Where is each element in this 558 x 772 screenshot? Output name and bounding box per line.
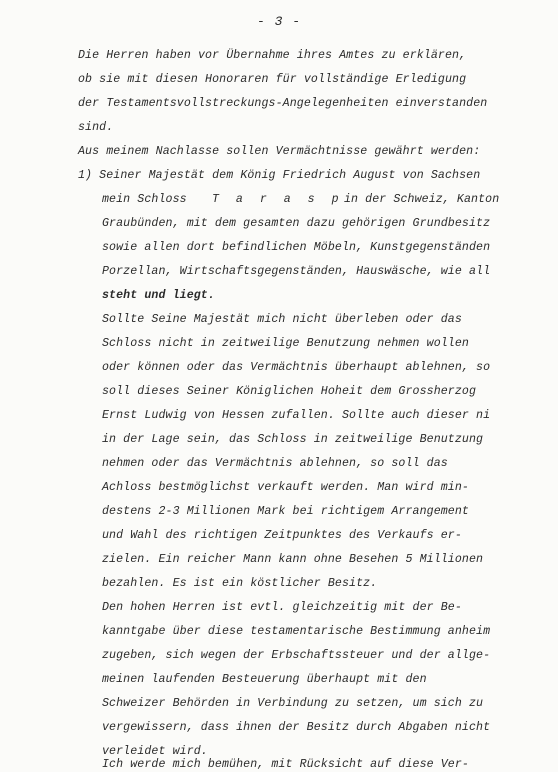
text-line: steht und liegt. bbox=[102, 289, 215, 302]
text-line: oder können oder das Vermächtnis überhaupt ablehnen, so bbox=[102, 361, 491, 374]
text-line: in der Lage sein, das Schloss in zeitweilige Benutzung bbox=[102, 433, 484, 446]
text-line: Ich werde mich bemühen, mit Rücksicht auf diese Ver- bbox=[102, 758, 469, 771]
text-line: Porzellan, Wirtschaftsgegenständen, Hauswäsche, wie all bbox=[102, 265, 491, 278]
text-line: Ernst Ludwig von Hessen zufallen. Sollte auch dieser ni bbox=[102, 409, 491, 422]
text-line: soll dieses Seiner Königlichen Hoheit dem Grossherzog bbox=[102, 385, 477, 398]
text-line: 1) Seiner Majestät dem König Friedrich August von Sachsen bbox=[78, 169, 481, 182]
text-line: Sollte Seine Majestät mich nicht überleben oder das bbox=[102, 313, 462, 326]
text-line: zugeben, sich wegen der Erbschaftssteuer und der allge- bbox=[102, 649, 491, 662]
text-line: der Testamentsvollstreckungs-Angelegenheiten einverstanden bbox=[78, 97, 488, 110]
text-line: Schweizer Behörden in Verbindung zu setzen, um sich zu bbox=[102, 697, 484, 710]
text-line: meinen laufenden Besteuerung überhaupt mit den bbox=[102, 673, 427, 686]
text-line: sind. bbox=[78, 121, 114, 134]
text-line: nehmen oder das Vermächtnis ablehnen, so soll das bbox=[102, 457, 448, 470]
text-line: verleidet wird. bbox=[102, 745, 208, 758]
text-line: Aus meinem Nachlasse sollen Vermächtnisse gewährt werden: bbox=[78, 145, 481, 158]
text-line: zielen. Ein reicher Mann kann ohne Besehen 5 Millionen bbox=[102, 553, 484, 566]
text-line: Achloss bestmöglichst verkauft werden. Man wird min- bbox=[102, 481, 469, 494]
text-line: ob sie mit diesen Honoraren für vollständige Erledigung bbox=[78, 73, 467, 86]
text-line: Graubünden, mit dem gesamten dazu gehörigen Grundbesitz bbox=[102, 217, 491, 230]
text-line: sowie allen dort befindlichen Möbeln, Kunstgegenständen bbox=[102, 241, 491, 254]
text-line: Die Herren haben vor Übernahme ihres Amtes zu erklären, bbox=[78, 49, 467, 62]
text-line: und Wahl des richtigen Zeitpunktes des Verkaufs er- bbox=[102, 529, 462, 542]
text-line: bezahlen. Es ist ein köstlicher Besitz. bbox=[102, 577, 378, 590]
castle-name: T a r a s p bbox=[212, 193, 344, 206]
text-line: destens 2-3 Millionen Mark bei richtigem Arrangement bbox=[102, 505, 469, 518]
text-line: Schloss nicht in zeitweilige Benutzung nehmen wollen bbox=[102, 337, 469, 350]
text-line: kanntgabe über diese testamentarische Bestimmung anheim bbox=[102, 625, 491, 638]
text-line: mein Schloss bbox=[102, 193, 187, 206]
text-line: Den hohen Herren ist evtl. gleichzeitig mit der Be- bbox=[102, 601, 462, 614]
page-number: - 3 - bbox=[256, 14, 301, 29]
text-line: vergewissern, dass ihnen der Besitz durch Abgaben nicht bbox=[102, 721, 491, 734]
text-line: in der Schweiz, Kanton bbox=[344, 193, 500, 206]
